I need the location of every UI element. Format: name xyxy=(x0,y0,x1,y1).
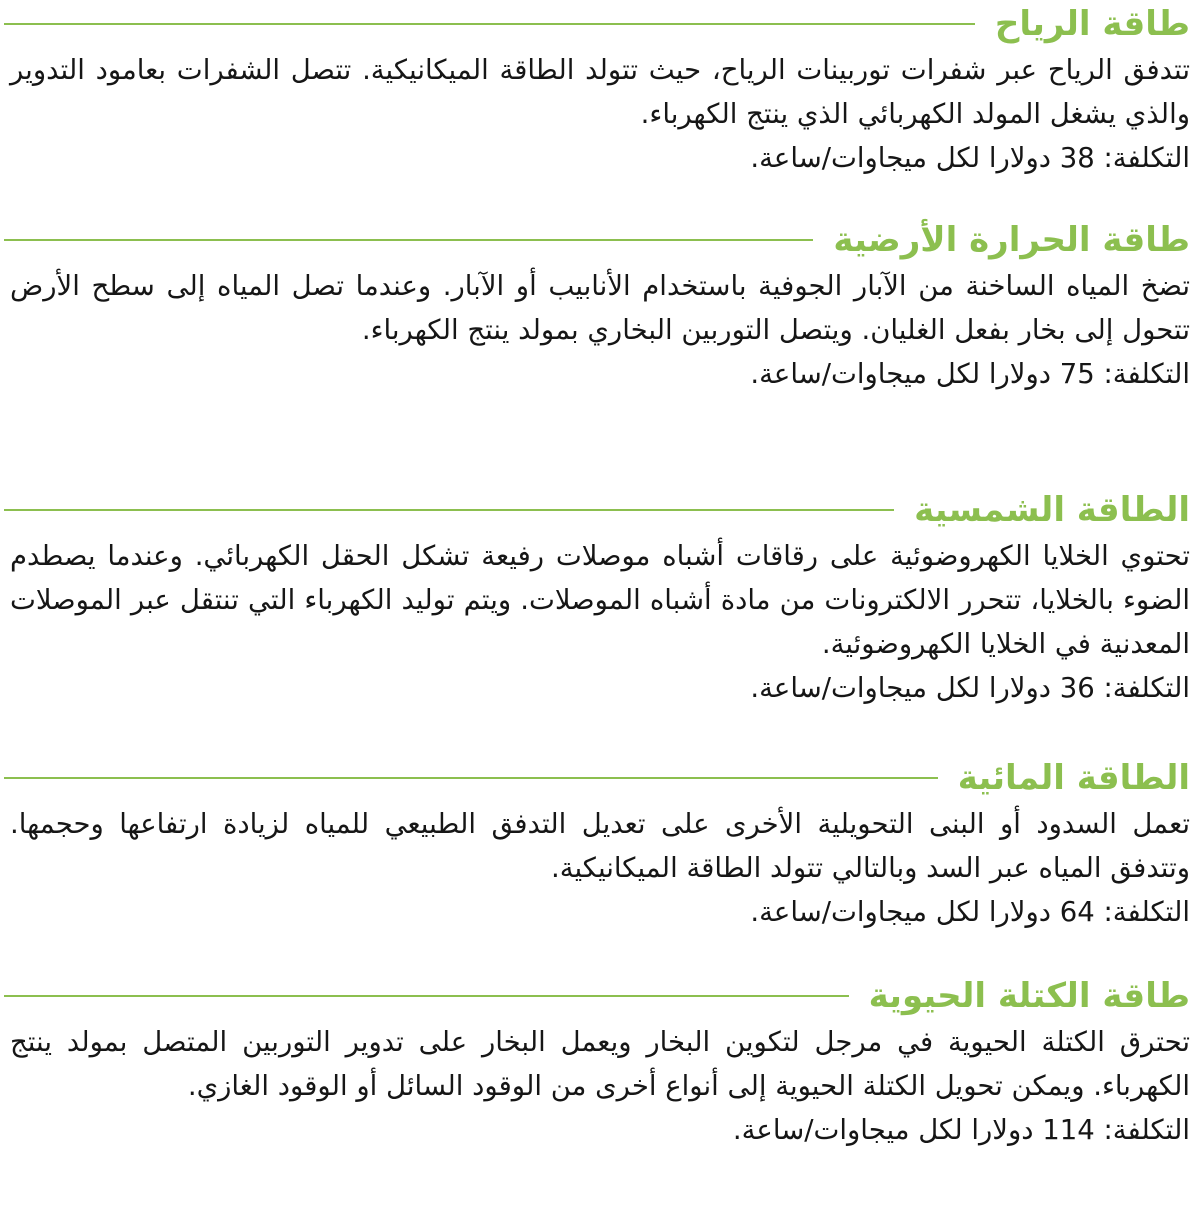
section-description: تضخ المياه الساخنة من الآبار الجوفية باستخدام الأنابيب أو الآبار. وعندما تصل المياه إلى سطح الأرض تتحول إلى بخار بفعل الغليان. ويتصل التوربين البخاري بمولد ينتج الكهرباء. xyxy=(10,270,1190,346)
section-wind-energy xyxy=(4,2,1190,180)
section-hydro-energy xyxy=(4,756,1190,934)
section-cost: التكلفة: 75 دولارا لكل ميجاوات/ساعة. xyxy=(750,358,1190,390)
section-title: الطاقة الشمسية xyxy=(914,490,1190,530)
section-header xyxy=(4,218,1190,262)
section-description: تحترق الكتلة الحيوية في مرجل لتكوين البخار ويعمل البخار على تدوير التوربين المتصل بمولد ينتج الكهرباء. ويمكن تحويل الكتلة الحيوية إلى أنواع أخرى من الوقود السائل أو الوقود الغازي. xyxy=(10,1026,1190,1102)
section-cost: التكلفة: 114 دولارا لكل ميجاوات/ساعة. xyxy=(732,1114,1190,1146)
section-divider xyxy=(4,239,813,241)
section-header xyxy=(4,974,1190,1018)
section-geothermal-energy xyxy=(4,218,1190,396)
section-description: تحتوي الخلايا الكهروضوئية على رقاقات أشباه موصلات رفيعة تشكل الحقل الكهربائي. وعندما يصطدم الضوء بالخلايا، تتحرر الالكترونات من مادة أشباه الموصلات. ويتم توليد الكهرباء التي تنتقل عبر الموصلات المعدنية في الخلايا الكهروضوئية. xyxy=(10,540,1190,660)
section-cost: التكلفة: 36 دولارا لكل ميجاوات/ساعة. xyxy=(750,672,1190,704)
section-biomass-energy xyxy=(4,974,1190,1152)
section-divider xyxy=(4,777,938,779)
section-title: طاقة الحرارة الأرضية xyxy=(833,220,1190,260)
section-divider xyxy=(4,23,975,25)
section-cost: التكلفة: 38 دولارا لكل ميجاوات/ساعة. xyxy=(750,142,1190,174)
section-description: تتدفق الرياح عبر شفرات توربينات الرياح، حيث تتولد الطاقة الميكانيكية. تتصل الشفرات بعامود التدوير والذي يشغل المولد الكهربائي الذي ينتج الكهرباء. xyxy=(10,54,1190,130)
section-cost: التكلفة: 64 دولارا لكل ميجاوات/ساعة. xyxy=(750,896,1190,928)
section-divider xyxy=(4,995,849,997)
section-title: طاقة الكتلة الحيوية xyxy=(868,976,1190,1016)
section-title: الطاقة المائية xyxy=(957,758,1190,798)
section-divider xyxy=(4,509,894,511)
section-description: تعمل السدود أو البنى التحويلية الأخرى على تعديل التدفق الطبيعي للمياه لزيادة ارتفاعها وحجمها. وتتدفق المياه عبر السد وبالتالي تتولد الطاقة الميكانيكية. xyxy=(10,808,1190,884)
section-header xyxy=(4,756,1190,800)
section-solar-energy xyxy=(4,488,1190,710)
section-header xyxy=(4,2,1190,46)
section-title: طاقة الرياح xyxy=(994,4,1190,44)
section-header xyxy=(4,488,1190,532)
